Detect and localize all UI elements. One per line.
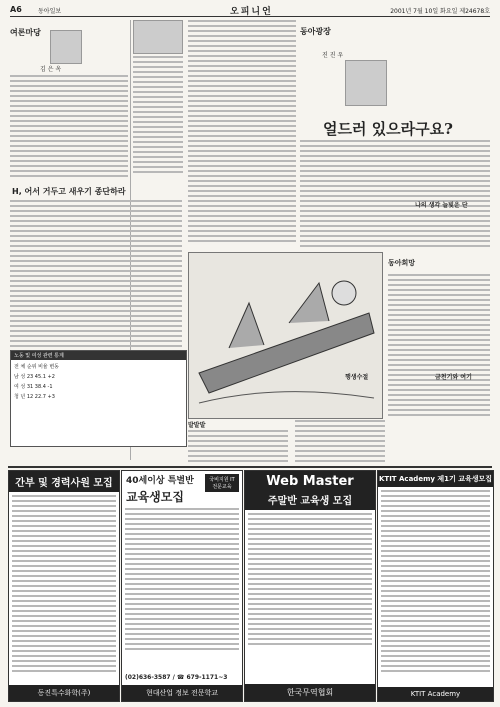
table-title: 노동 및 여성 관련 통계 — [11, 351, 186, 360]
col2-body — [133, 56, 183, 176]
ad-recruitment — [8, 470, 120, 702]
bottom-mid-title: 행생수절 — [345, 374, 369, 381]
col2-photo — [133, 20, 183, 54]
cartoon-title: 동아희망 — [388, 259, 416, 267]
main-col-title: 동아광장 — [300, 27, 331, 36]
ad2-badge: 국비지원 IT전문교육 — [205, 474, 239, 492]
ad4-footer: KTIT Academy — [378, 687, 493, 701]
col1-title: 여론마당 — [10, 28, 41, 37]
bottom-mid-body — [295, 420, 385, 465]
editorial-cartoon — [188, 252, 383, 419]
ad2-subtitle: 교육생모집 — [126, 490, 184, 504]
table-row: 여 성 31 38.4 -1 — [14, 384, 53, 390]
ad4-title: KTIT Academy 제1기 교육생모집 — [378, 471, 493, 487]
bottom-left-title: 발발발 — [188, 422, 206, 429]
author-photo — [50, 30, 82, 64]
main-headline: 얼드러 있으라구요? — [323, 120, 453, 138]
right-col-body — [388, 274, 490, 424]
main-col-body-2 — [300, 140, 490, 250]
main-col-body — [188, 20, 296, 250]
ad-it-education — [121, 470, 243, 702]
col1-body — [10, 75, 128, 180]
col1-author: 김 은 옥 — [40, 66, 62, 73]
ad2-phone: (02)636-3587 / ☎ 679-1171~3 — [125, 674, 228, 681]
page-number: A6 — [10, 5, 22, 14]
col1-subtitle: H, 어서 거두고 새우기 종단하라 — [12, 187, 126, 196]
ad-ktit-academy — [377, 470, 494, 702]
ad3-subtitle: 주말반 교육생 모집 — [245, 492, 375, 510]
cartoon-drawing — [189, 253, 382, 418]
ad-web-master — [244, 470, 376, 702]
ad-divider — [8, 466, 492, 468]
ad1-footer: 동진특수화학(주) — [9, 685, 119, 701]
ad3-title: Web Master — [245, 471, 375, 492]
ad3-footer: 한국무역협회 — [245, 684, 375, 701]
issue-date: 2001년 7월 10일 화요일 제24678호 — [390, 8, 490, 15]
ad2-title: 40세이상 특별반 — [126, 476, 194, 486]
section-title: 오피니언 — [230, 7, 273, 17]
ad2-footer: 현대산업 정보 전문학교 — [122, 685, 242, 701]
page-header — [10, 4, 490, 17]
bottom-left-body — [188, 430, 288, 465]
main-author-photo — [345, 60, 387, 106]
table-row: 전 체 순위 비율 변동 — [14, 364, 59, 370]
newspaper-name: 동아일보 — [38, 8, 62, 15]
bottom-right-title: 금천기와 여기 — [435, 374, 472, 381]
ad1-title: 간부 및 경력사원 모집 — [9, 471, 119, 492]
stats-table — [10, 350, 187, 447]
main-author: 진 진 우 — [322, 52, 344, 59]
col1-heading — [10, 20, 128, 37]
table-row: 남 성 23 45.1 +2 — [14, 374, 55, 380]
table-row: 청 년 12 22.7 +3 — [14, 394, 55, 400]
col1-body-2 — [10, 200, 182, 350]
right-col-title: 나의 생각 늘빛운 단 — [415, 202, 468, 209]
